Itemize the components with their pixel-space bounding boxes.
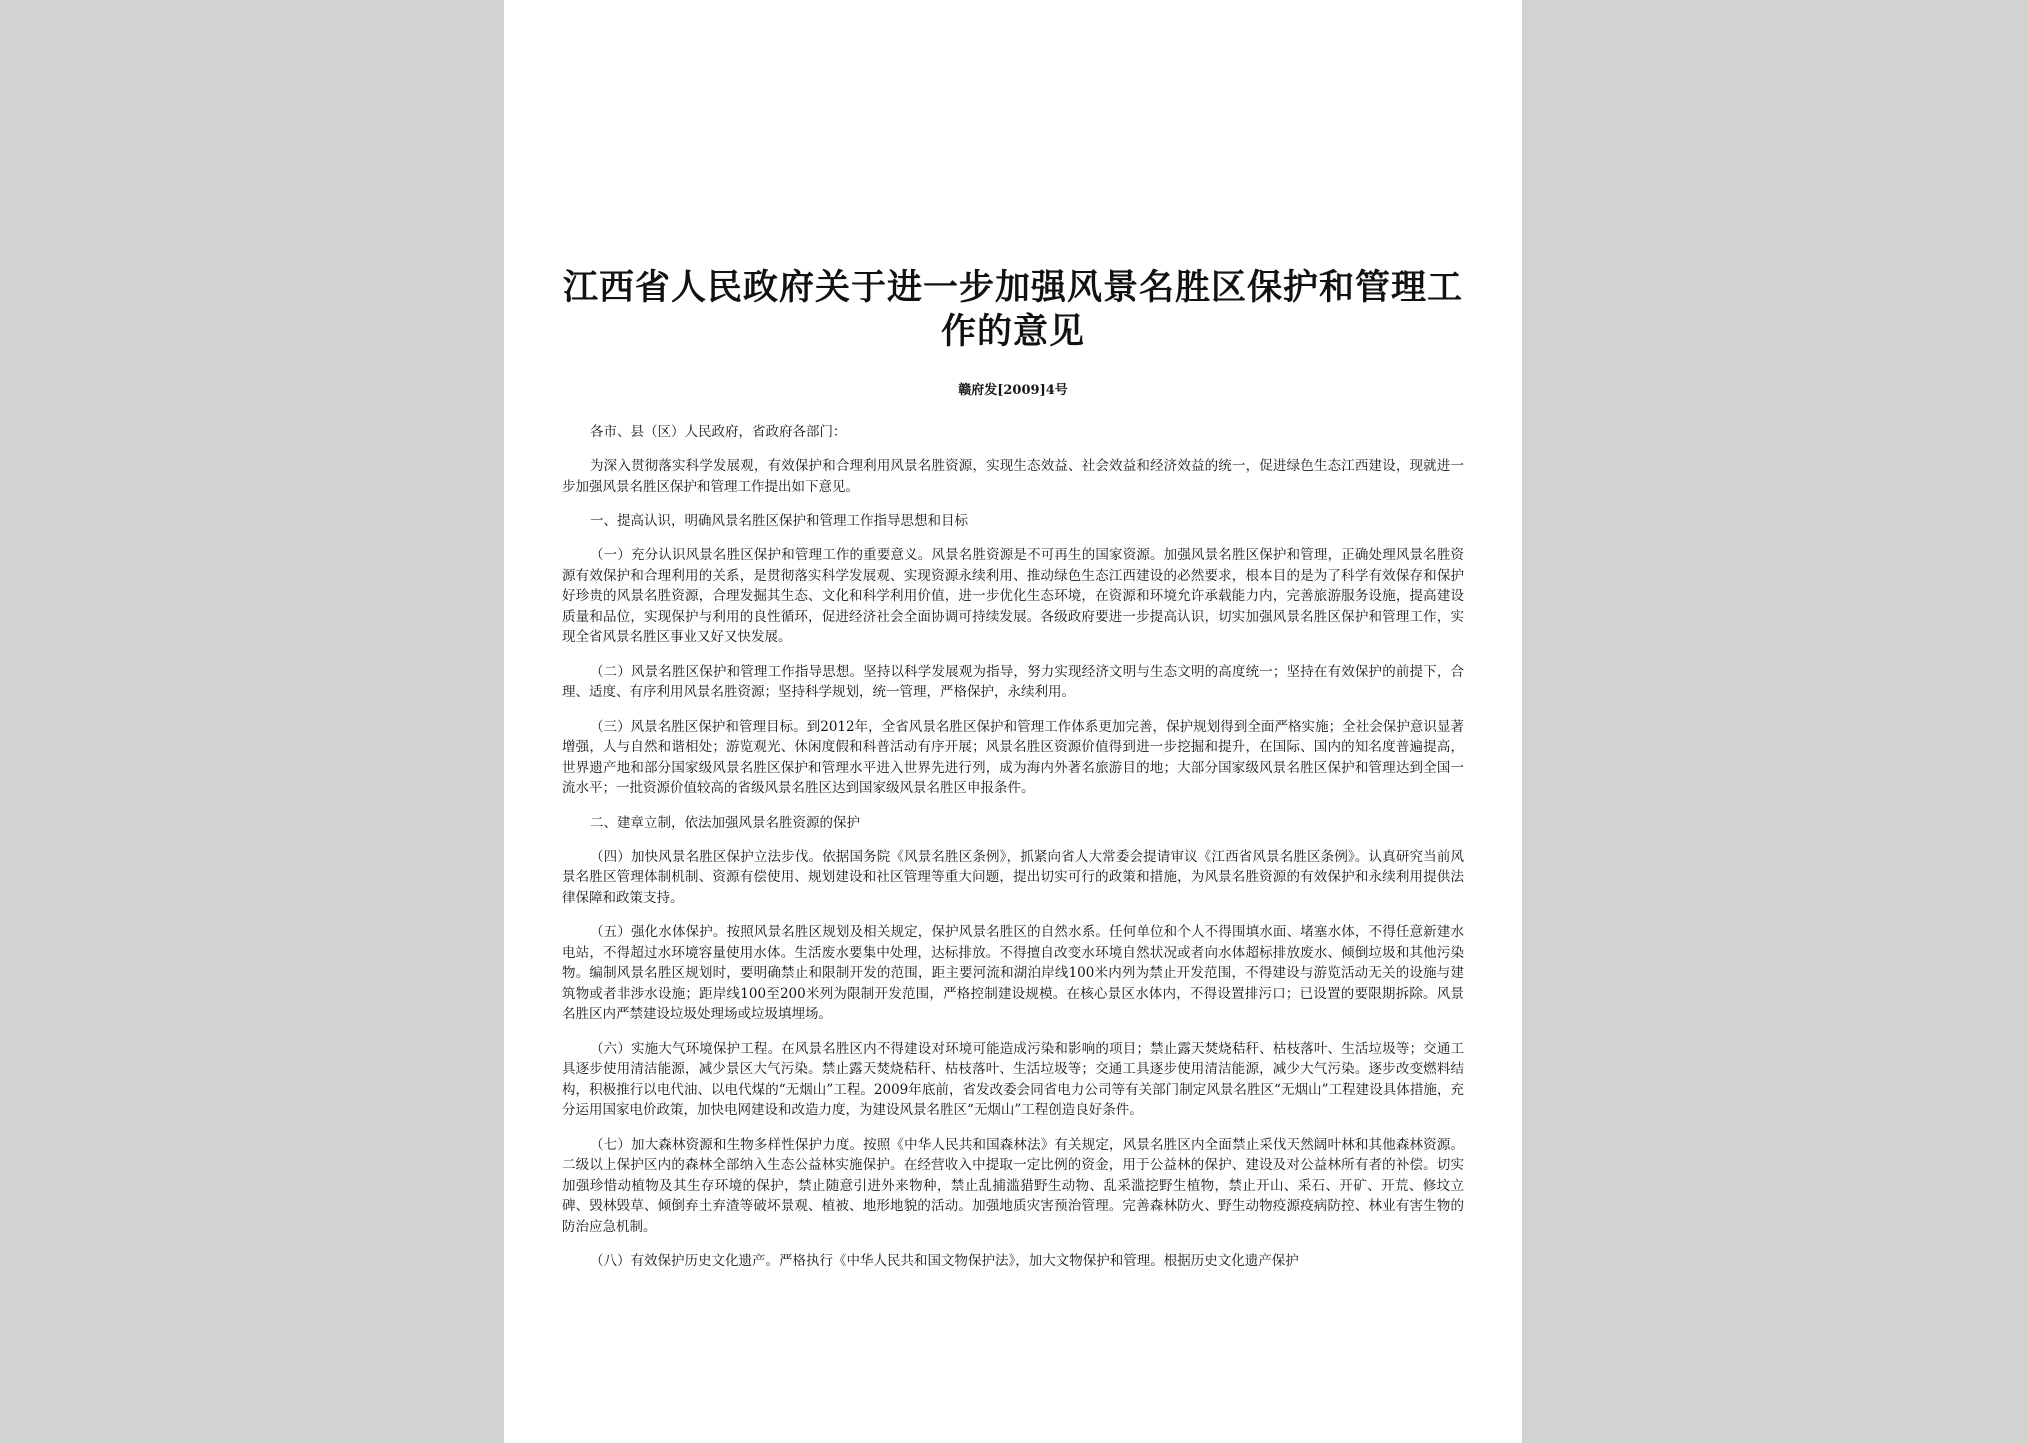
paragraph-6: （六）实施大气环境保护工程。在风景名胜区内不得建设对环境可能造成污染和影响的项目；禁止露天焚烧秸秆、枯枝落叶、生活垃圾等；交通工具逐步使用清洁能源，减少景区大气污染。禁止露天焚烧秸秆、枯枝落叶、生活垃圾等；交通工具逐步使用清洁能源，减少大气污染。逐步改变燃料结构，积极推行以电代油、以电代煤的“无烟山”工程。2009年底前，省发改委会同省电力公司等有关部门制定风景名胜区“无烟山”工程建设具体措施，充分运用国家电价政策，加快电网建设和改造力度，为建设风景名胜区“无烟山”工程创造良好条件。 (562, 1040, 1464, 1118)
paragraph-8: （八）有效保护历史文化遗产。严格执行《中华人民共和国文物保护法》，加大文物保护和管理。根据历史文化遗产保护 (590, 1253, 1299, 1269)
document-number: 赣府发[2009]4号 (958, 383, 1068, 398)
paragraph-5: （五）强化水体保护。按照风景名胜区规划及相关规定，保护风景名胜区的自然水系。任何单位和个人不得围填水面、堵塞水体，不得任意新建水电站，不得超过水环境容量使用水体。生活废水要集中处理，达标排放。不得擅自改变水环境自然状况或者向水体超标排放废水、倾倒垃圾和其他污染物。编制风景名胜区规划时，要明确禁止和限制开发的范围，距主要河流和湖泊岸线100米内列为禁止开发范围，不得建设与游览活动无关的设施与建筑物或者非涉水设施；距岸线100至200米列为限制开发范围，严格控制建设规模。在核心景区水体内，不得设置排污口；已设置的要限期拆除。风景名胜区内严禁建设垃圾处理场或垃圾填埋场。 (562, 924, 1464, 1022)
paragraph-7: （七）加大森林资源和生物多样性保护力度。按照《中华人民共和国森林法》有关规定，风景名胜区内全面禁止采伐天然阔叶林和其他森林资源。二级以上保护区内的森林全部纳入生态公益林实施保护。在经营收入中提取一定比例的资金，用于公益林的保护、建设及对公益林所有者的补偿。切实加强珍惜动植物及其生存环境的保护，禁止随意引进外来物种，禁止乱捕滥猎野生动物、乱采滥挖野生植物，禁止开山、采石、开矿、开荒、修坟立碑、毁林毁草、倾倒弃土弃渣等破坏景观、植被、地形地貌的活动。加强地质灾害预治管理。完善森林防火、野生动物疫源疫病防控、林业有害生物的防治应急机制。 (562, 1136, 1464, 1235)
document-body (562, 422, 1464, 1272)
salutation: 各市、县（区）人民政府，省政府各部门： (590, 424, 847, 440)
document-title: 江西省人民政府关于进一步加强风景名胜区保护和管理工作的意见 (562, 268, 1463, 352)
paragraph-3: （三）风景名胜区保护和管理目标。到2012年，全省风景名胜区保护和管理工作体系更加完善，保护规划得到全面严格实施；全社会保护意识显著增强，人与自然和谐相处；游览观光、休闲度假和科普活动有序开展；风景名胜区资源价值得到进一步挖掘和提升，在国际、国内的知名度普遍提高，世界遗产地和部分国家级风景名胜区保护和管理水平进入世界先进行列，成为海内外著名旅游目的地；大部分国家级风景名胜区保护和管理达到全国一流水平；一批资源价值较高的省级风景名胜区达到国家级风景名胜区申报条件。 (562, 718, 1464, 796)
section-heading-1: 一、提高认识，明确风景名胜区保护和管理工作指导思想和目标 (590, 513, 968, 529)
document-page (504, 0, 1522, 1443)
intro-paragraph: 为深入贯彻落实科学发展观，有效保护和合理利用风景名胜资源，实现生态效益、社会效益和经济效益的统一，促进绿色生态江西建设，现就进一步加强风景名胜区保护和管理工作提出如下意见。 (562, 458, 1464, 495)
paragraph-2: （二）风景名胜区保护和管理工作指导思想。坚持以科学发展观为指导，努力实现经济文明与生态文明的高度统一；坚持在有效保护的前提下，合理、适度、有序利用风景名胜资源；坚持科学规划，统一管理，严格保护，永续利用。 (562, 663, 1464, 700)
paragraph-4: （四）加快风景名胜区保护立法步伐。依据国务院《风景名胜区条例》，抓紧向省人大常委会提请审议《江西省风景名胜区条例》。认真研究当前风景名胜区管理体制机制、资源有偿使用、规划建设和社区管理等重大问题，提出切实可行的政策和措施，为风景名胜资源的有效保护和永续利用提供法律保障和政策支持。 (562, 848, 1464, 906)
section-heading-2: 二、建章立制，依法加强风景名胜资源的保护 (590, 814, 860, 831)
paragraph-1: （一）充分认识风景名胜区保护和管理工作的重要意义。风景名胜资源是不可再生的国家资源。加强风景名胜区保护和管理，正确处理风景名胜资源有效保护和合理利用的关系，是贯彻落实科学发展观、实现资源永续利用、推动绿色生态江西建设的必然要求，根本目的是为了科学有效保存和保护好珍贵的风景名胜资源，合理发掘其生态、文化和科学利用价值，进一步优化生态环境，在资源和环境允许承载能力内，完善旅游服务设施，提高建设质量和品位，实现保护与利用的良性循环，促进经济社会全面协调可持续发展。各级政府要进一步提高认识，切实加强风景名胜区保护和管理工作，实现全省风景名胜区事业又好又快发展。 (562, 547, 1464, 645)
